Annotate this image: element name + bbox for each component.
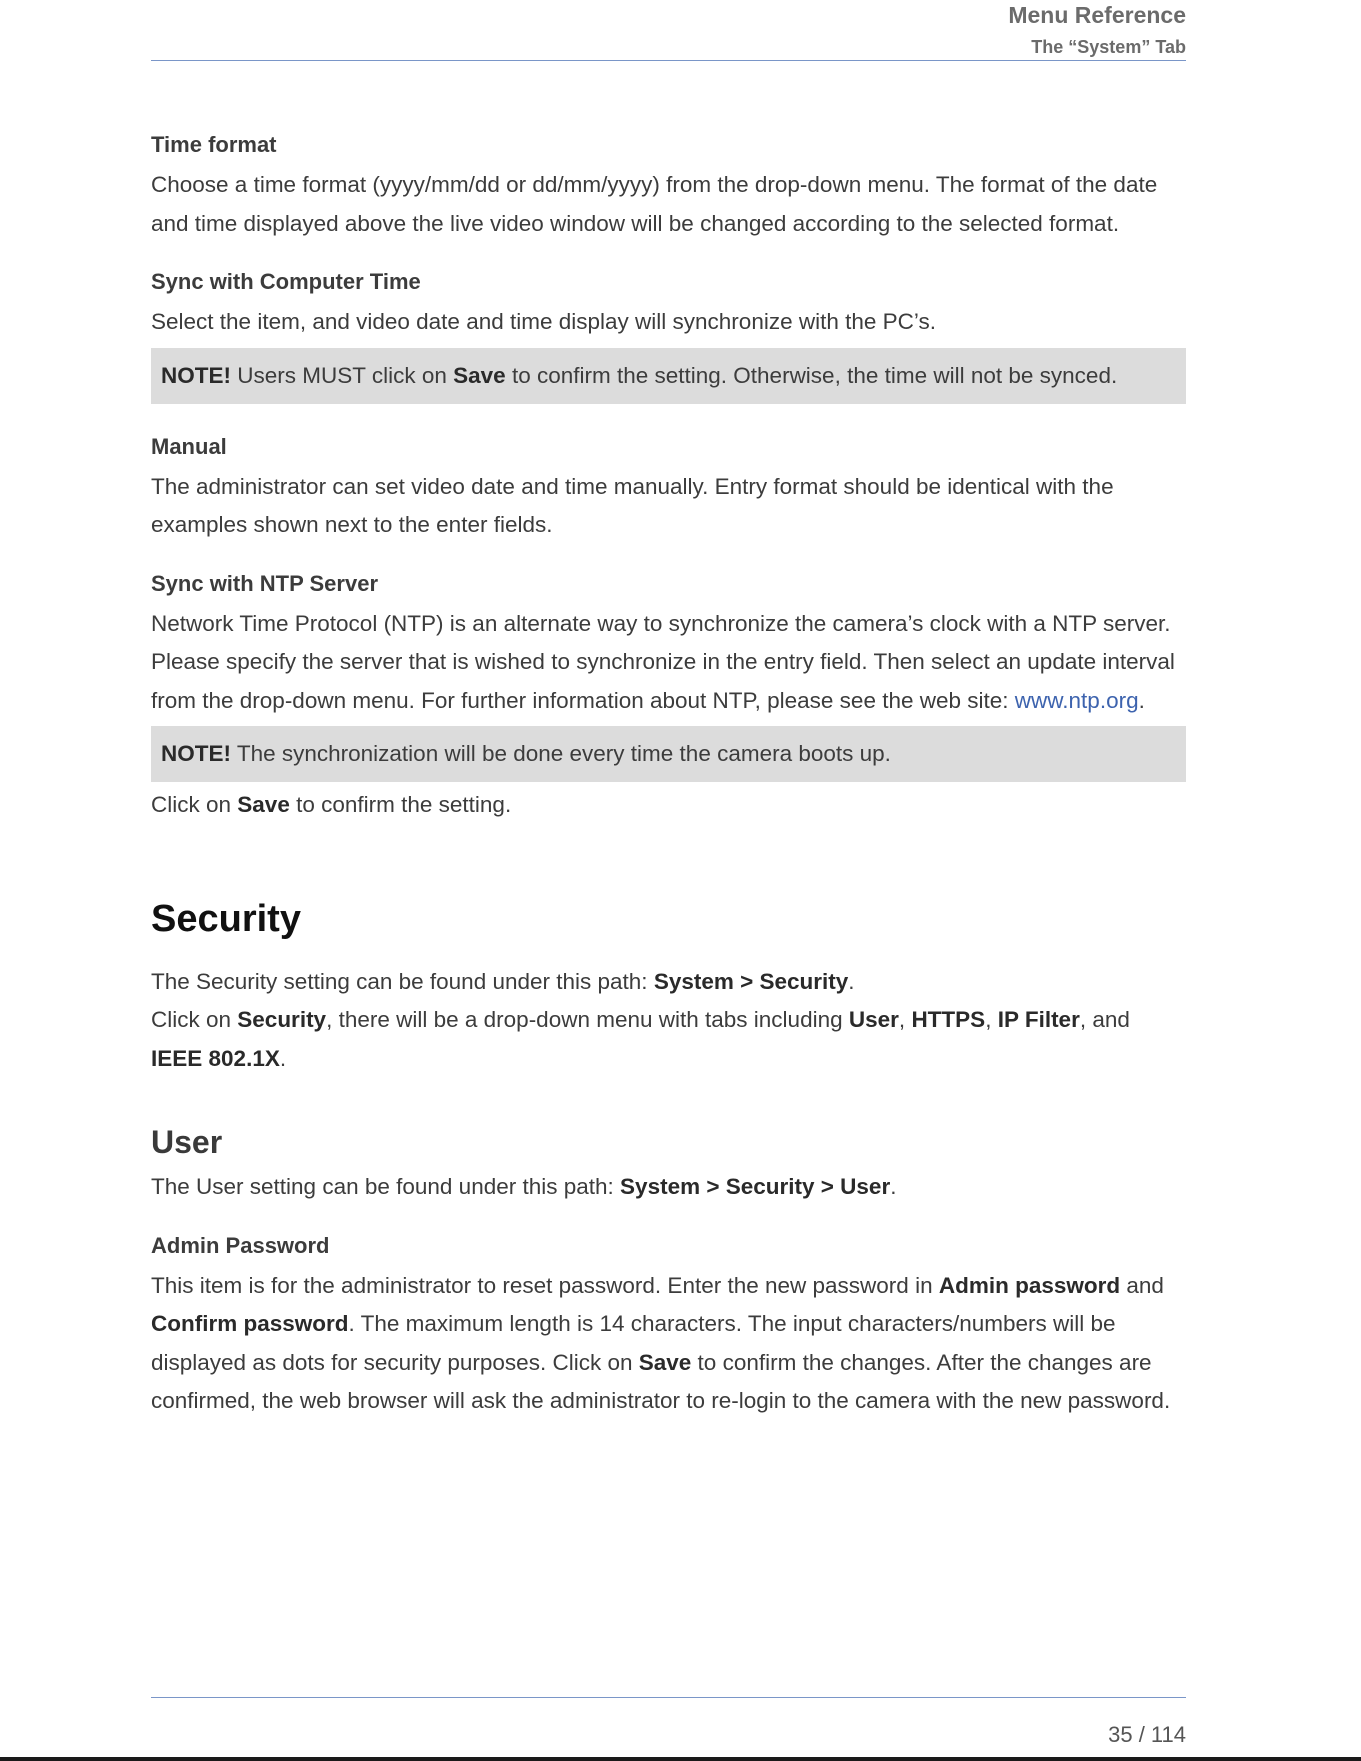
note-box-boot bbox=[151, 726, 1186, 782]
ap-t4: to confirm the changes. After the changes are confirmed, the web browser will ask the administrator to re-login to the camera with the new password. bbox=[151, 1349, 1171, 1413]
manual-text: The administrator can set video date and time manually. Entry format should be identical with the examples shown next to the enter fields. bbox=[151, 473, 1114, 537]
security-path-pre: The Security setting can be found under this path: bbox=[151, 968, 654, 994]
user-path-pre: The User setting can be found under this path: bbox=[151, 1174, 621, 1199]
sep: , and bbox=[1079, 1007, 1130, 1032]
tab-ip-filter-label: IP Filter bbox=[997, 1007, 1080, 1032]
user-heading: User bbox=[151, 1124, 223, 1160]
click-save-bold: Save bbox=[237, 792, 290, 817]
header-subtitle: The “System” Tab bbox=[1031, 37, 1186, 57]
sync-computer-heading: Sync with Computer Time bbox=[151, 269, 421, 294]
security-click-pre: Click on bbox=[151, 1007, 238, 1032]
click-pre: Click on bbox=[151, 792, 238, 817]
admin-password-text bbox=[151, 1267, 1186, 1421]
security-heading: Security bbox=[151, 897, 301, 940]
security-tabs-text bbox=[151, 1001, 1186, 1078]
ntp-link[interactable]: www.ntp.org bbox=[1014, 687, 1139, 713]
user-path-bold: System > Security > User bbox=[620, 1174, 891, 1199]
sep: , bbox=[985, 1007, 998, 1032]
click-save-text bbox=[151, 786, 1186, 825]
click-post: to confirm the setting. bbox=[289, 792, 512, 817]
security-click-bold: Security bbox=[237, 1007, 327, 1032]
ap-admin-password-bold: Admin password bbox=[938, 1272, 1121, 1298]
ap-confirm-password-bold: Confirm password bbox=[151, 1311, 349, 1336]
tab-https-label: HTTPS bbox=[911, 1007, 986, 1032]
sep: , bbox=[898, 1007, 912, 1032]
sep: . bbox=[279, 1045, 287, 1071]
user-path-post: . bbox=[890, 1174, 897, 1199]
sync-ntp-text bbox=[151, 605, 1186, 721]
ap-t3: . The maximum length is 14 characters. The input characters/numbers will be displayed as dots for security purposes. Click on bbox=[151, 1311, 1116, 1375]
user-path bbox=[151, 1168, 1186, 1207]
time-format-text: Choose a time format (yyyy/mm/dd or dd/mm/yyyy) from the drop-down menu. The format of the date and time displayed above the live video window will be changed according to the selected format. bbox=[151, 172, 1158, 236]
note-label: NOTE! bbox=[161, 362, 231, 388]
note-bold-save: Save bbox=[453, 362, 506, 388]
note-box-save bbox=[151, 348, 1186, 404]
running-header bbox=[586, 0, 1186, 64]
sync-ntp-body: Network Time Protocol (NTP) is an alternate way to synchronize the camera’s clock with a NTP server. Please specify the server that is wished to synchronize in the entry field. Then select an update interval from the drop-down menu. For further information about NTP, please see the web site: bbox=[151, 610, 1175, 713]
ap-t2: and bbox=[1120, 1272, 1164, 1298]
tab-user-label: User bbox=[848, 1007, 899, 1032]
header-title: Menu Reference bbox=[1008, 2, 1186, 28]
note-text: The synchronization will be done every time the camera boots up. bbox=[231, 741, 891, 766]
ap-t1: This item is for the administrator to reset password. Enter the new password in bbox=[151, 1272, 939, 1298]
sync-ntp-heading: Sync with NTP Server bbox=[151, 570, 379, 596]
note-label: NOTE! bbox=[161, 741, 231, 766]
header-rule bbox=[151, 60, 1186, 61]
page-number: 35 / 114 bbox=[1108, 1722, 1186, 1747]
page-body bbox=[151, 128, 1186, 1421]
security-path-bold: System > Security bbox=[653, 968, 849, 994]
ap-save-bold: Save bbox=[638, 1349, 692, 1375]
manual-heading: Manual bbox=[151, 433, 227, 459]
sync-computer-text: Select the item, and video date and time display will synchronize with the PC’s. bbox=[151, 309, 936, 334]
security-path-post: . bbox=[848, 968, 855, 994]
time-format-heading: Time format bbox=[151, 132, 277, 157]
sync-ntp-end: . bbox=[1138, 687, 1145, 713]
note-text: Users MUST click on bbox=[231, 362, 454, 388]
admin-password-heading: Admin Password bbox=[151, 1232, 330, 1258]
footer-rule bbox=[151, 1697, 1186, 1698]
security-click-mid: , there will be a drop-down menu with tabs including bbox=[326, 1007, 849, 1032]
tab-ieee-label: IEEE 802.1X bbox=[151, 1045, 280, 1071]
note-text-end: to confirm the setting. Otherwise, the time will not be synced. bbox=[505, 362, 1118, 388]
security-path bbox=[151, 963, 1186, 1002]
bottom-edge bbox=[0, 1757, 1361, 1761]
